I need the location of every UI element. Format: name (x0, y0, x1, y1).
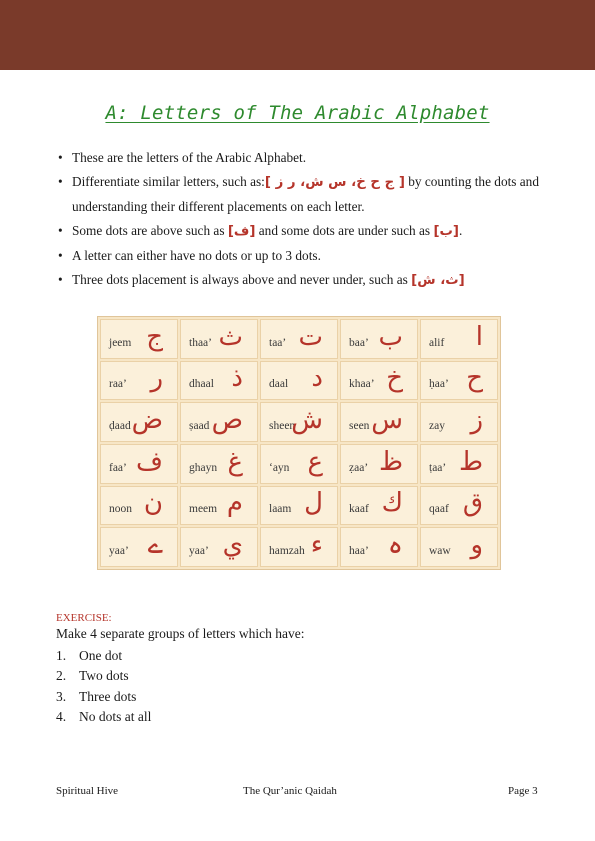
bullet-text: Three dots placement is always above and never under, such as (72, 272, 412, 287)
alphabet-chart (97, 316, 501, 570)
exercise-text: Two dots (79, 668, 129, 684)
letter-name: noon (109, 503, 132, 516)
letter-glyph: ن (143, 488, 163, 519)
letter-cell (100, 319, 178, 359)
letter-name: faa’ (109, 461, 127, 474)
exercise-item (56, 707, 151, 727)
letter-cell (260, 361, 338, 401)
letter-cell (340, 361, 418, 401)
letter-cell (100, 402, 178, 442)
letter-cell (180, 319, 258, 359)
letter-glyph: ظ (378, 446, 403, 477)
exercise-number: 1. (56, 648, 67, 663)
letter-name: zay (429, 420, 445, 432)
letter-cell (420, 486, 498, 526)
letter-name: ṭaa’ (429, 461, 447, 474)
letter-glyph: ج (146, 321, 163, 352)
letter-glyph: د (311, 363, 323, 394)
exercise-label: EXERCISE: (56, 612, 112, 624)
letter-cell (420, 361, 498, 401)
letter-glyph: ہ (387, 530, 403, 561)
letter-name: yaa’ (109, 545, 129, 557)
letter-name: raa’ (109, 378, 127, 391)
letter-cell (340, 486, 418, 526)
letter-glyph: ث (218, 321, 243, 352)
letter-name: meem (189, 503, 218, 516)
letter-cell (100, 486, 178, 526)
bullet-item (58, 219, 548, 244)
letter-name: ṣaad (189, 420, 210, 432)
bullet-item (58, 146, 548, 170)
letter-glyph: ش (291, 405, 323, 436)
exercise-number: 3. (56, 688, 67, 704)
letter-name: ḥaa’ (429, 378, 449, 391)
footer-left: Spiritual Hive (56, 785, 119, 797)
bullet-text: These are the letters of the Arabic Alphabet. (72, 150, 307, 165)
arabic-example: [ ج ح خ، س ش، ر ز ] (264, 175, 405, 190)
letter-cell (180, 527, 258, 567)
exercise-text: One dot (79, 648, 123, 663)
letter-name: thaa’ (189, 336, 212, 349)
letter-glyph: ص (211, 405, 243, 436)
letter-cell (420, 444, 498, 484)
letter-name: qaaf (429, 503, 449, 516)
bullet-text: A letter can either have no dots or up to 3 dots. (72, 248, 321, 263)
letter-name: baa’ (349, 336, 369, 349)
letter-name: waw (429, 545, 451, 557)
letter-name: ḍaad (109, 420, 131, 432)
letter-glyph: ت (298, 321, 323, 352)
letter-glyph: ل (304, 488, 323, 519)
letter-cell (420, 527, 498, 567)
letter-glyph: ح (466, 363, 483, 394)
letter-cell (340, 402, 418, 442)
letter-cell (260, 486, 338, 526)
arabic-example: [ث، ش] (411, 273, 465, 288)
letter-cell (180, 444, 258, 484)
letter-name: taa’ (269, 336, 287, 349)
bullet-text: by counting the dots and understanding their different placements on each letter. (72, 174, 539, 214)
letter-glyph: س (371, 405, 403, 436)
letter-glyph: ے (147, 530, 163, 561)
letter-cell (180, 361, 258, 401)
letter-glyph: ع (307, 446, 323, 477)
bullet-text: Differentiate similar letters, such as: (72, 174, 265, 189)
letter-name: kaaf (349, 503, 369, 516)
letter-name: yaa’ (189, 545, 209, 557)
exercise-number: 2. (56, 668, 67, 684)
letter-glyph: غ (227, 446, 243, 477)
letter-name: ẓaa’ (349, 461, 369, 474)
arabic-example: [ف] (227, 224, 256, 239)
bullet-text: . (458, 223, 463, 238)
letter-glyph: ط (458, 446, 483, 477)
page-title: A: Letters of The Arabic Alphabet (105, 102, 490, 124)
letter-cell (420, 402, 498, 442)
letter-glyph: ق (462, 488, 483, 519)
letter-cell (100, 444, 178, 484)
letter-name: alif (429, 336, 445, 349)
header-band (0, 0, 595, 70)
letter-cell (340, 319, 418, 359)
letter-glyph: خ (386, 363, 403, 394)
letter-name: ghayn (189, 461, 218, 474)
letter-name: daal (269, 378, 289, 391)
letter-cell (340, 527, 418, 567)
bullet-item (58, 244, 548, 268)
letter-glyph: ض (131, 405, 163, 436)
letter-cell (100, 361, 178, 401)
letter-cell (260, 527, 338, 567)
footer-center: The Qur’anic Qaidah (243, 785, 337, 797)
letter-name: hamzah (269, 545, 305, 557)
letter-cell (340, 444, 418, 484)
exercise-text: No dots at all (79, 708, 152, 724)
bullet-text: and some dots are under such as (255, 223, 434, 238)
letter-cell (180, 486, 258, 526)
letter-name: sheen (269, 420, 296, 432)
letter-name: haa’ (349, 545, 369, 557)
exercise-intro: Make 4 separate groups of letters which have: (56, 626, 305, 641)
bullet-item (58, 268, 548, 293)
letter-name: khaa’ (349, 378, 375, 391)
bullet-item (58, 170, 548, 219)
alphabet-grid (100, 319, 498, 567)
footer-page-number: Page 3 (508, 785, 538, 797)
letter-cell (420, 319, 498, 359)
letter-glyph: ي (222, 530, 243, 561)
exercise-item (56, 666, 151, 686)
letter-cell (260, 402, 338, 442)
letter-glyph: ر (150, 363, 163, 394)
exercise-list (56, 646, 151, 727)
letter-glyph: ز (470, 405, 483, 436)
letter-name: dhaal (189, 378, 214, 391)
arabic-example: [ب] (433, 224, 459, 239)
letter-cell (100, 527, 178, 567)
letter-glyph: ا (475, 321, 483, 352)
letter-cell (180, 402, 258, 442)
letter-name: laam (269, 503, 292, 516)
exercise-item (56, 687, 151, 707)
letter-name: ‘ayn (269, 461, 290, 474)
exercise-item (56, 646, 151, 666)
letter-cell (260, 444, 338, 484)
letter-glyph: ب (378, 321, 403, 352)
bullet-list (58, 146, 548, 293)
letter-glyph: م (226, 488, 243, 519)
bullet-text: Some dots are above such as (72, 223, 228, 238)
letter-glyph: ذ (231, 363, 243, 394)
exercise-text: Three dots (79, 688, 137, 704)
letter-name: jeem (109, 336, 132, 349)
letter-glyph: ء (310, 530, 323, 561)
exercise-number: 4. (56, 708, 67, 724)
letter-name: seen (349, 420, 370, 432)
letter-glyph: و (470, 530, 483, 561)
letter-cell (260, 319, 338, 359)
letter-glyph: ف (136, 446, 163, 477)
letter-glyph: ك (381, 488, 403, 519)
